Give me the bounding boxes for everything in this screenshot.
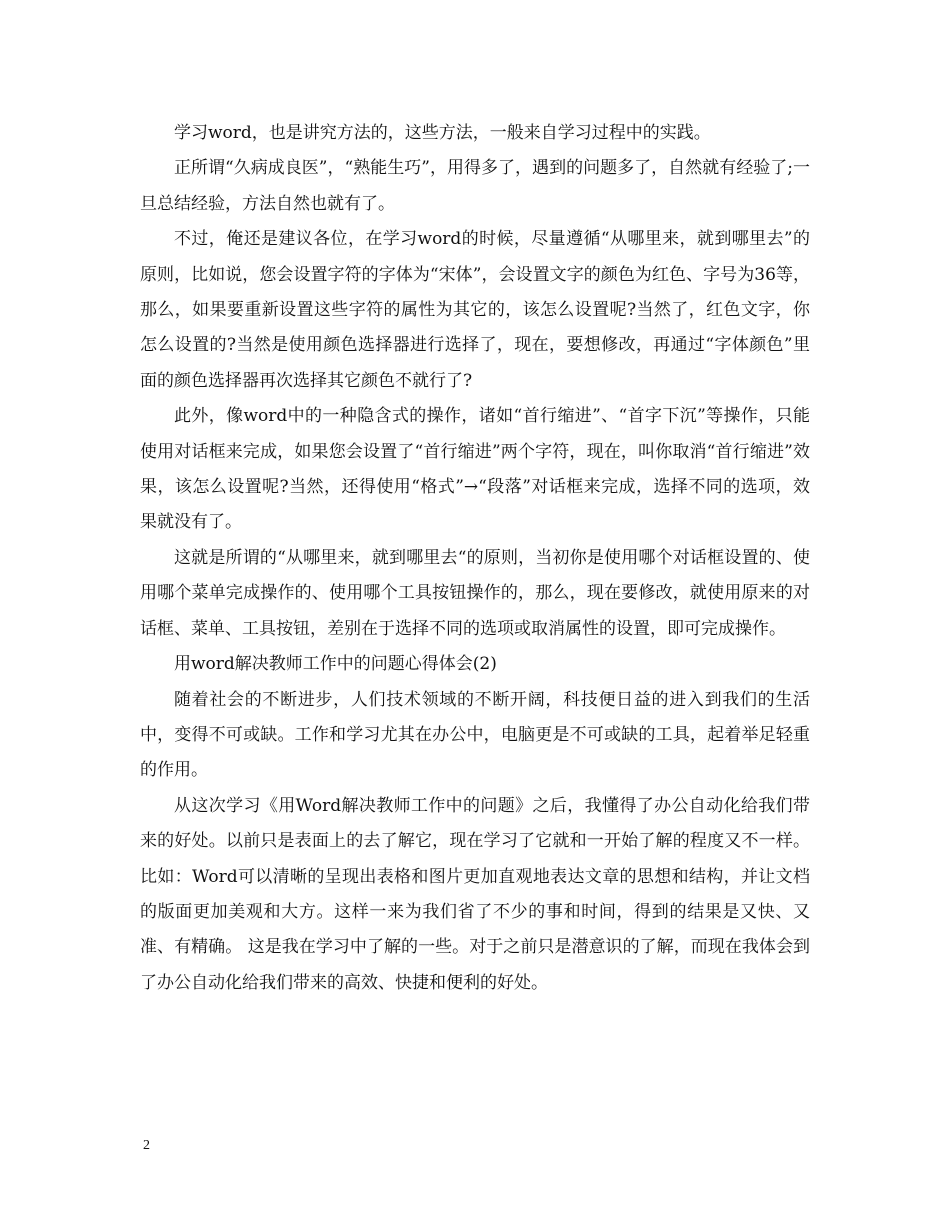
paragraph-3: 不过，俺还是建议各位，在学习word的时候，尽量遵循“从哪里来，就到哪里去”的原则，比如说，您会设置字符的字体为“宋体”，会设置文字的颜色为红色、字号为36等，那么，如果要重新设置这些字符的属性为其它的，该怎么设置呢?当然了，红色文字，你怎么设置的?当然是使用颜色选择器进行选择了，现在，要想修改，再通过“字体颜色”里面的颜色选择器再次选择其它颜色不就行了? — [140, 229, 810, 391]
document-body — [140, 116, 810, 1001]
paragraph-5: 这就是所谓的“从哪里来，就到哪里去“的原则，当初你是使用哪个对话框设置的、使用哪个菜单完成操作的、使用哪个工具按钮操作的，那么，现在要修改，就使用原来的对话框、菜单、工具按钮，差别在于选择不同的选项或取消属性的设置，即可完成操作。 — [140, 547, 810, 639]
paragraph-6: 随着社会的不断进步，人们技术领域的不断开阔，科技便日益的进入到我们的生活中，变得不可或缺。工作和学习尤其在办公中，电脑更是不可或缺的工具，起着举足轻重的作用。 — [140, 689, 810, 781]
section-heading: 用word解决教师工作中的问题心得体会(2) — [174, 654, 497, 675]
paragraph-7: 从这次学习《用Word解决教师工作中的问题》之后，我懂得了办公自动化给我们带来的好处。以前只是表面上的去了解它，现在学习了它就和一开始了解的程度又不一样。比如：Word可以清晰的呈现出表格和图片更加直观地表达文章的思想和结构，并让文档的版面更加美观和大方。这样一来为我们省了不少的事和时间，得到的结果是又快、又准、有精确。 这是我在学习中了解的一些。对于之前只是潜意识的了解，而现在我体会到了办公自动化给我们带来的高效、快捷和便利的好处。 — [140, 795, 810, 993]
paragraph-4: 此外，像word中的一种隐含式的操作，诸如“首行缩进”、“首字下沉”等操作，只能使用对话框来完成，如果您会设置了“首行缩进”两个字符，现在，叫你取消“首行缩进”效果，该怎么设置呢?当然，还得使用“格式”→“段落”对话框来完成，选择不同的选项，效果就没有了。 — [140, 406, 810, 533]
page-number: 2 — [143, 1138, 150, 1153]
paragraph-2: 正所谓“久病成良医”，“熟能生巧”，用得多了，遇到的问题多了，自然就有经验了;一旦总结经验，方法自然也就有了。 — [140, 158, 810, 214]
paragraph-1: 学习word，也是讲究方法的，这些方法，一般来自学习过程中的实践。 — [174, 123, 711, 143]
